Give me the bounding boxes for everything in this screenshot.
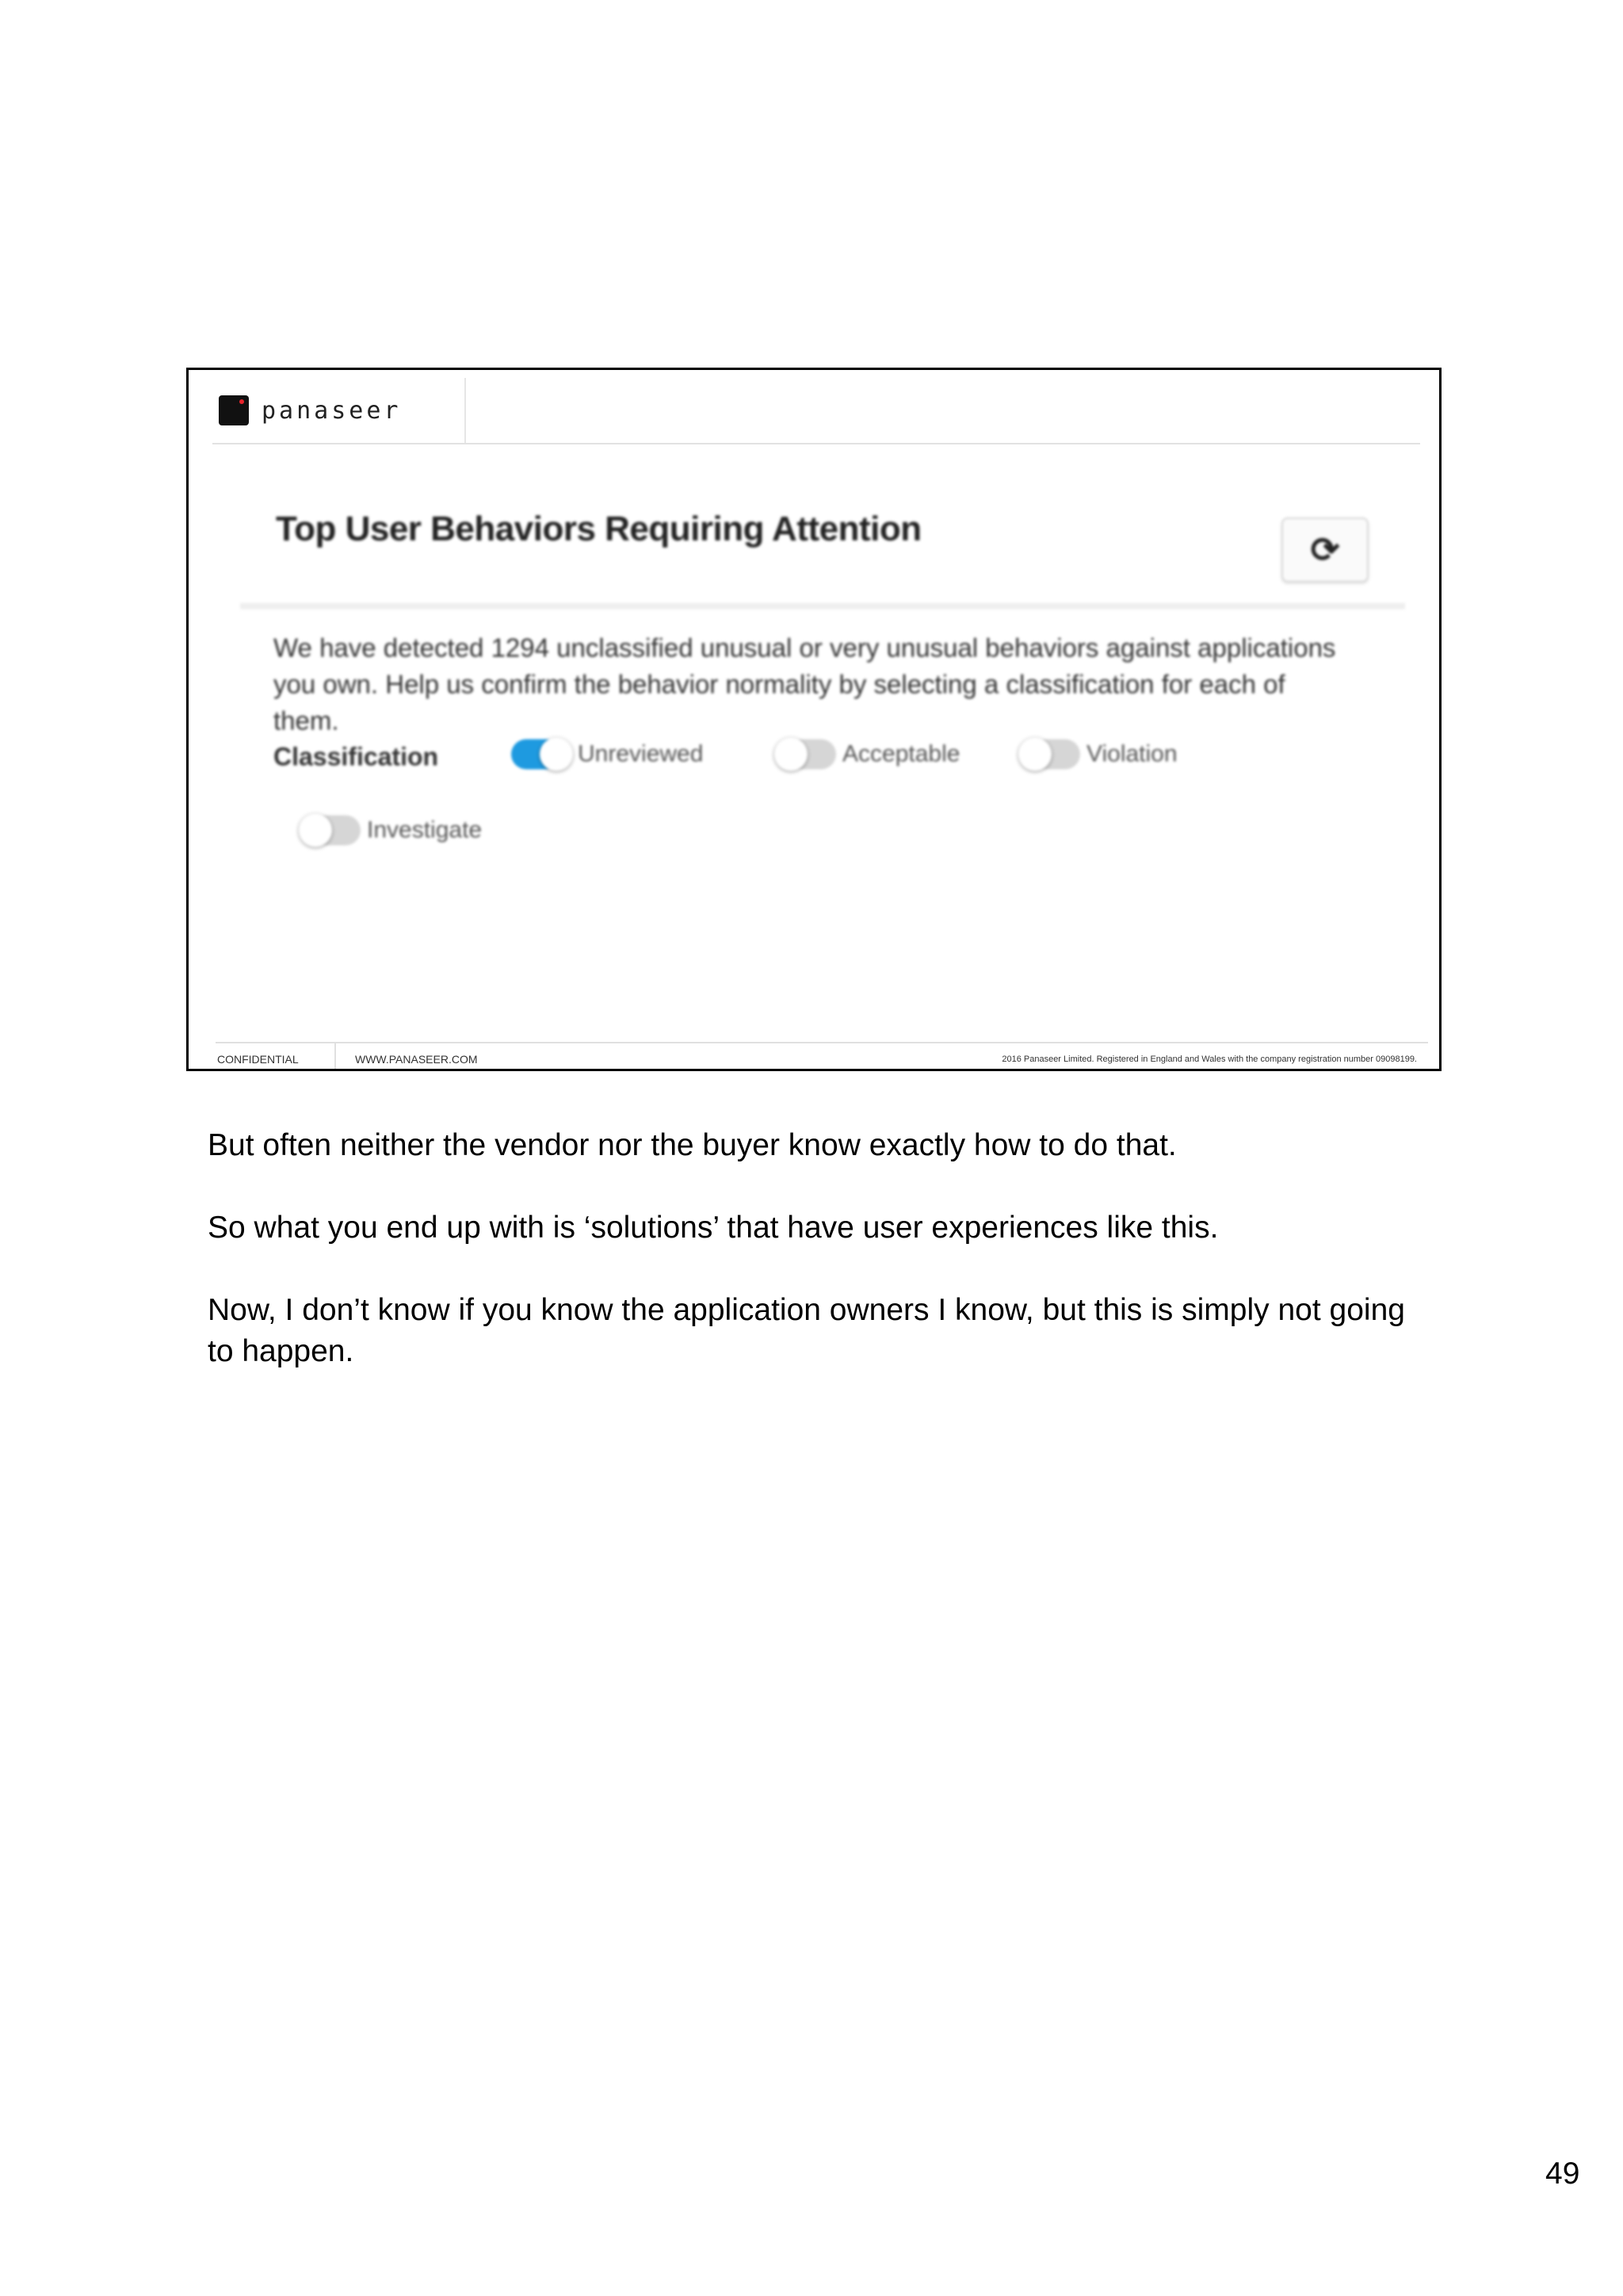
logo-text: panaseer: [262, 396, 402, 425]
description-text: We have detected 1294 unclassified unusual or very unusual behaviors against applications you own. Help us confirm the behavior normality by selecting a classification for each of them.: [273, 633, 1336, 735]
toggle-switch-off[interactable]: [776, 739, 836, 769]
slide-screenshot: [186, 368, 1442, 1071]
notes-paragraph: Now, I don’t know if you know the application owners I know, but this is simply not going to happen.: [208, 1293, 1405, 1368]
page-number: 49: [1545, 2157, 1580, 2191]
classification-label: Classification: [273, 742, 439, 771]
toggle-unreviewed[interactable]: [511, 739, 703, 769]
toggle-acceptable[interactable]: [776, 739, 960, 769]
refresh-icon: ⟳: [1310, 530, 1340, 570]
toggle-label: Acceptable: [842, 741, 960, 767]
classification-filter: [273, 733, 1383, 852]
slide-header: [212, 378, 1420, 444]
toggle-investigate[interactable]: [300, 815, 482, 845]
footer-copyright: 2016 Panaseer Limited. Registered in England and Wales with the company registration number 09098199.: [1002, 1055, 1417, 1064]
refresh-button[interactable]: [1281, 517, 1369, 582]
speaker-notes: [208, 1125, 1428, 1413]
toggle-switch-on[interactable]: [511, 739, 571, 769]
footer-confidential: CONFIDENTIAL: [217, 1053, 299, 1066]
toggle-label: Violation: [1086, 741, 1178, 767]
toggle-switch-off[interactable]: [1020, 739, 1080, 769]
notes-paragraph: But often neither the vendor nor the buyer know exactly how to do that.: [208, 1128, 1177, 1162]
toggle-switch-off[interactable]: [300, 815, 361, 845]
toggle-label: Unreviewed: [578, 741, 704, 767]
panaseer-logo-icon: [219, 395, 249, 425]
page-title: Top User Behaviors Requiring Attention: [276, 509, 922, 548]
title-divider: [240, 603, 1405, 609]
toggle-label: Investigate: [367, 817, 483, 843]
footer-website: WWW.PANASEER.COM: [355, 1053, 478, 1066]
slide-footer: [216, 1042, 1428, 1071]
panaseer-logo: [219, 378, 466, 443]
footer-divider: [334, 1043, 336, 1071]
notes-paragraph: So what you end up with is ‘solutions’ that have user experiences like this.: [208, 1211, 1219, 1245]
toggle-violation[interactable]: [1020, 739, 1178, 769]
